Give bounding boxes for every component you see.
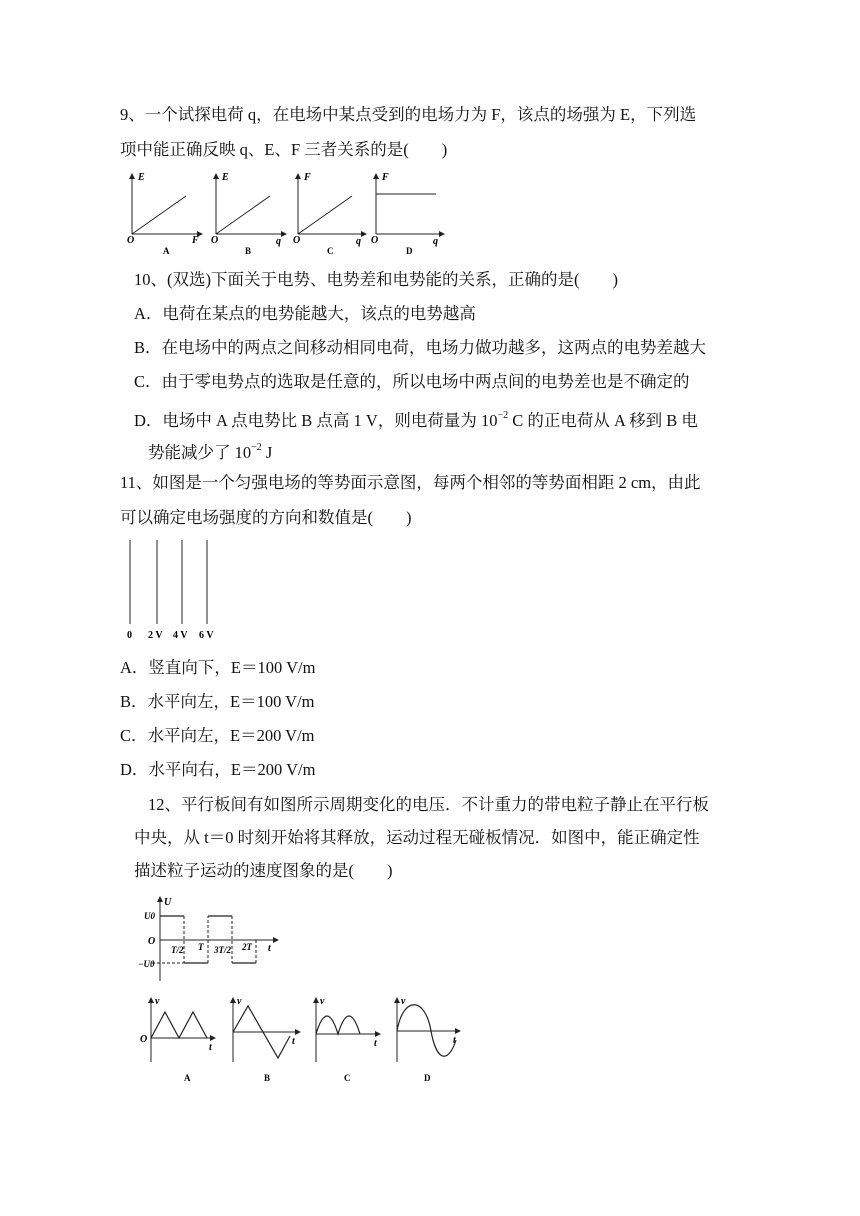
voltage-origin: O <box>148 936 156 947</box>
q9-c-xlabel: q <box>356 236 361 247</box>
q9-c-ylabel: F <box>304 172 311 183</box>
q9-graphs <box>118 168 458 260</box>
q9-d-xlabel: q <box>433 236 438 247</box>
equipotential-label-0: 0 <box>127 630 132 641</box>
q9-d-ylabel: F <box>382 172 389 183</box>
q10-option-d-part2: C 的正电荷从 A 移到 B 电 <box>508 411 698 430</box>
q9-graph-a <box>127 172 202 256</box>
q9-graph-d <box>371 172 444 256</box>
equipotential-label-4v: 4 V <box>173 630 188 641</box>
voltage-xlabel: t <box>268 943 271 954</box>
v-graph-a-curve <box>151 1012 207 1038</box>
q10-option-a: A．电荷在某点的电势能越大，该点的电势越高 <box>134 304 476 323</box>
q9-a-caption: A <box>163 246 170 256</box>
v-graph-b-caption: B <box>264 1073 271 1083</box>
v-graph-d-ylabel: v <box>401 996 406 1007</box>
v-graph-d-curve <box>397 1005 456 1056</box>
q9-graph-c <box>293 172 366 256</box>
v-graph-a-origin: O <box>140 1034 148 1045</box>
voltage-tick-3t-half: 3T/2 <box>214 945 231 955</box>
q11-option-c: C．水平向左，E＝200 V/m <box>120 726 315 745</box>
v-graph-a <box>140 996 215 1083</box>
q9-b-line <box>216 196 270 234</box>
q11-option-b: B．水平向左，E＝100 V/m <box>120 692 315 711</box>
q9-d-caption: D <box>406 246 413 256</box>
q10-option-d-exponent2: −2 <box>251 442 262 453</box>
v-graph-a-ylabel: v <box>155 996 160 1007</box>
q9-stem-line2: 项中能正确反映 q、E、F 三者关系的是( ) <box>120 140 448 159</box>
q9-c-caption: C <box>327 246 334 256</box>
q9-a-origin: O <box>127 235 135 246</box>
voltage-tick-t: T <box>198 942 204 952</box>
v-graph-c-caption: C <box>344 1073 351 1083</box>
q11-option-a: A．竖直向下，E＝100 V/m <box>120 658 316 677</box>
q10-option-d-exponent1: −2 <box>497 410 509 421</box>
q10-option-d <box>134 406 698 431</box>
q9-stem-line1: 9、一个试探电荷 q，在电场中某点受到的电场力为 F，该点的场强为 E，下列选 <box>120 105 697 124</box>
q11-stem-line2: 可以确定电场强度的方向和数值是( ) <box>120 508 412 527</box>
q9-a-ylabel: E <box>138 172 145 183</box>
q9-c-line <box>298 196 352 234</box>
q10-option-c: C．由于零电势点的选取是任意的，所以电场中两点间的电势差也是不确定的 <box>134 372 690 391</box>
v-graph-c-ylabel: v <box>320 996 325 1007</box>
voltage-graph <box>138 893 288 983</box>
voltage-tick-half-t: T/2 <box>171 945 184 955</box>
v-graph-b <box>233 996 300 1083</box>
q9-a-xlabel: F <box>192 235 199 246</box>
v-graph-d-xlabel: t <box>453 1035 456 1046</box>
v-graph-c-xlabel: t <box>374 1038 377 1049</box>
q9-graph-b <box>211 172 286 256</box>
v-graph-a-xlabel: t <box>209 1042 212 1053</box>
equipotential-label-2v: 2 V <box>148 630 163 641</box>
q10-stem: 10、(双选)下面关于电势、电势差和电势能的关系，正确的是( ) <box>134 270 618 289</box>
v-graph-c-curve <box>316 1016 360 1034</box>
q10-option-d-line2-part2: J <box>261 443 273 462</box>
q12-stem-line3: 描述粒子运动的速度图象的是( ) <box>134 861 393 880</box>
q9-b-xlabel: q <box>276 236 281 247</box>
q10-option-d-part1: D．电场中 A 点电势比 B 点高 1 V，则电荷量为 10 <box>134 411 498 430</box>
v-graph-d-caption: D <box>424 1073 431 1083</box>
q11-option-d: D．水平向右，E＝200 V/m <box>120 760 316 779</box>
v-graph-d <box>397 996 460 1083</box>
voltage-tick-2t: 2T <box>242 942 252 952</box>
q10-option-b: B．在电场中的两点之间移动相同电荷，电场力做功越多，这两点的电势差越大 <box>134 338 707 357</box>
q9-c-origin: O <box>293 235 301 246</box>
v-graph-a-caption: A <box>184 1073 191 1083</box>
voltage-ylabel: U <box>164 897 172 908</box>
q9-b-ylabel: E <box>222 172 229 183</box>
q12-stem-line1: 12、平行板间有如图所示周期变化的电压．不计重力的带电粒子静止在平行板 <box>148 795 709 814</box>
v-graph-b-ylabel: v <box>237 996 242 1007</box>
q9-b-origin: O <box>211 235 219 246</box>
q11-stem-line1: 11、如图是一个匀强电场的等势面示意图，每两个相邻的等势面相距 2 cm，由此 <box>120 473 701 492</box>
equipotential-diagram <box>118 538 228 642</box>
q9-b-caption: B <box>245 246 252 256</box>
q9-d-origin: O <box>371 235 379 246</box>
q9-a-line <box>132 196 186 234</box>
q10-option-d-line2 <box>148 438 272 463</box>
voltage-pos-level: U0 <box>144 911 155 921</box>
voltage-neg-level: −U0 <box>138 959 155 969</box>
q12-stem-line2: 中央，从 t＝0 时刻开始将其释放，运动过程无碰板情况．如图中，能正确定性 <box>134 828 700 847</box>
v-graph-b-xlabel: t <box>292 1036 295 1047</box>
equipotential-label-6v: 6 V <box>199 630 214 641</box>
q10-option-d-line2-part1: 势能减少了 10 <box>148 443 252 462</box>
velocity-graphs <box>138 994 468 1086</box>
v-graph-c <box>316 996 380 1083</box>
